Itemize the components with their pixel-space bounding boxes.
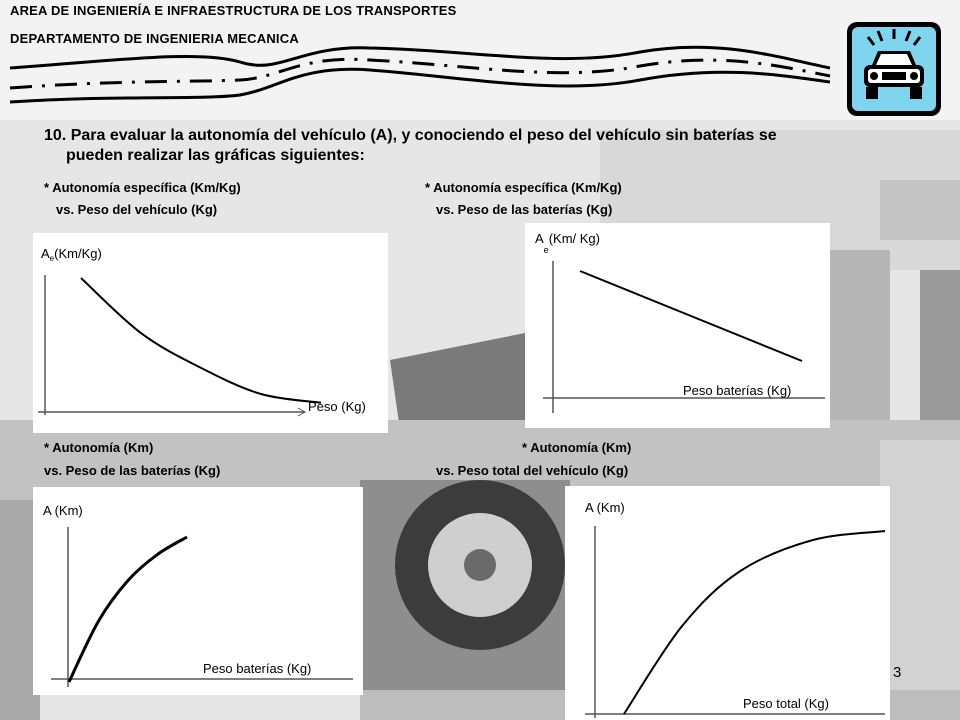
chart-specific-autonomy-vs-weight	[33, 233, 388, 433]
chart4-ylabel: A (Km)	[585, 500, 625, 515]
graph3-label-line2: vs. Peso de las baterías (Kg)	[44, 463, 221, 478]
header-line-1: AREA DE INGENIERÍA E INFRAESTRUCTURA DE LOS TRANSPORTES	[10, 3, 457, 18]
question-text	[44, 126, 904, 166]
chart-autonomy-vs-battery-weight	[33, 487, 363, 695]
page-number: 3	[893, 664, 902, 681]
chart3-ylabel: A (Km)	[43, 503, 83, 518]
chart-specific-autonomy-vs-battery-weight	[525, 223, 830, 428]
chart3-xlabel: Peso baterías (Kg)	[203, 661, 312, 676]
chart1-ylabel: $A_e(Km/Kg)$	[41, 246, 102, 263]
header-line-2: DEPARTAMENTO DE INGENIERIA MECANICA	[10, 31, 299, 46]
car-icon	[846, 21, 942, 117]
chart1-series-line	[81, 278, 321, 403]
chart2-xlabel: Peso baterías (Kg)	[683, 383, 792, 398]
graph4-label-line2: vs. Peso total del vehículo (Kg)	[436, 463, 629, 478]
graph3-label-line1: * Autonomía (Km)	[44, 440, 154, 455]
road-graphic	[0, 40, 850, 130]
graph2-label-line1: * Autonomía específica (Km/Kg)	[425, 180, 622, 195]
chart4-series-line	[624, 531, 885, 714]
question-line-2: pueden realizar las gráficas siguientes:	[66, 147, 365, 164]
chart2-series-line	[580, 271, 802, 361]
chart3-series-line	[69, 537, 187, 682]
chart1-xlabel: Peso (Kg)	[308, 399, 366, 414]
graph1-label-line2: vs. Peso del vehículo (Kg)	[56, 202, 218, 217]
chart2-ylabel: $A_e(Km/$ Kg)	[535, 231, 600, 255]
chart-autonomy-vs-total-weight	[565, 486, 890, 720]
graph4-label-line1: * Autonomía (Km)	[522, 440, 632, 455]
chart4-xlabel: Peso total (Kg)	[743, 696, 829, 711]
question-line-1: 10. Para evaluar la autonomía del vehículo (A), y conociendo el peso del vehículo sin baterías se	[44, 127, 777, 144]
graph1-label-line1: * Autonomía específica (Km/Kg)	[44, 180, 241, 195]
graph2-label-line2: vs. Peso de las baterías (Kg)	[436, 202, 613, 217]
